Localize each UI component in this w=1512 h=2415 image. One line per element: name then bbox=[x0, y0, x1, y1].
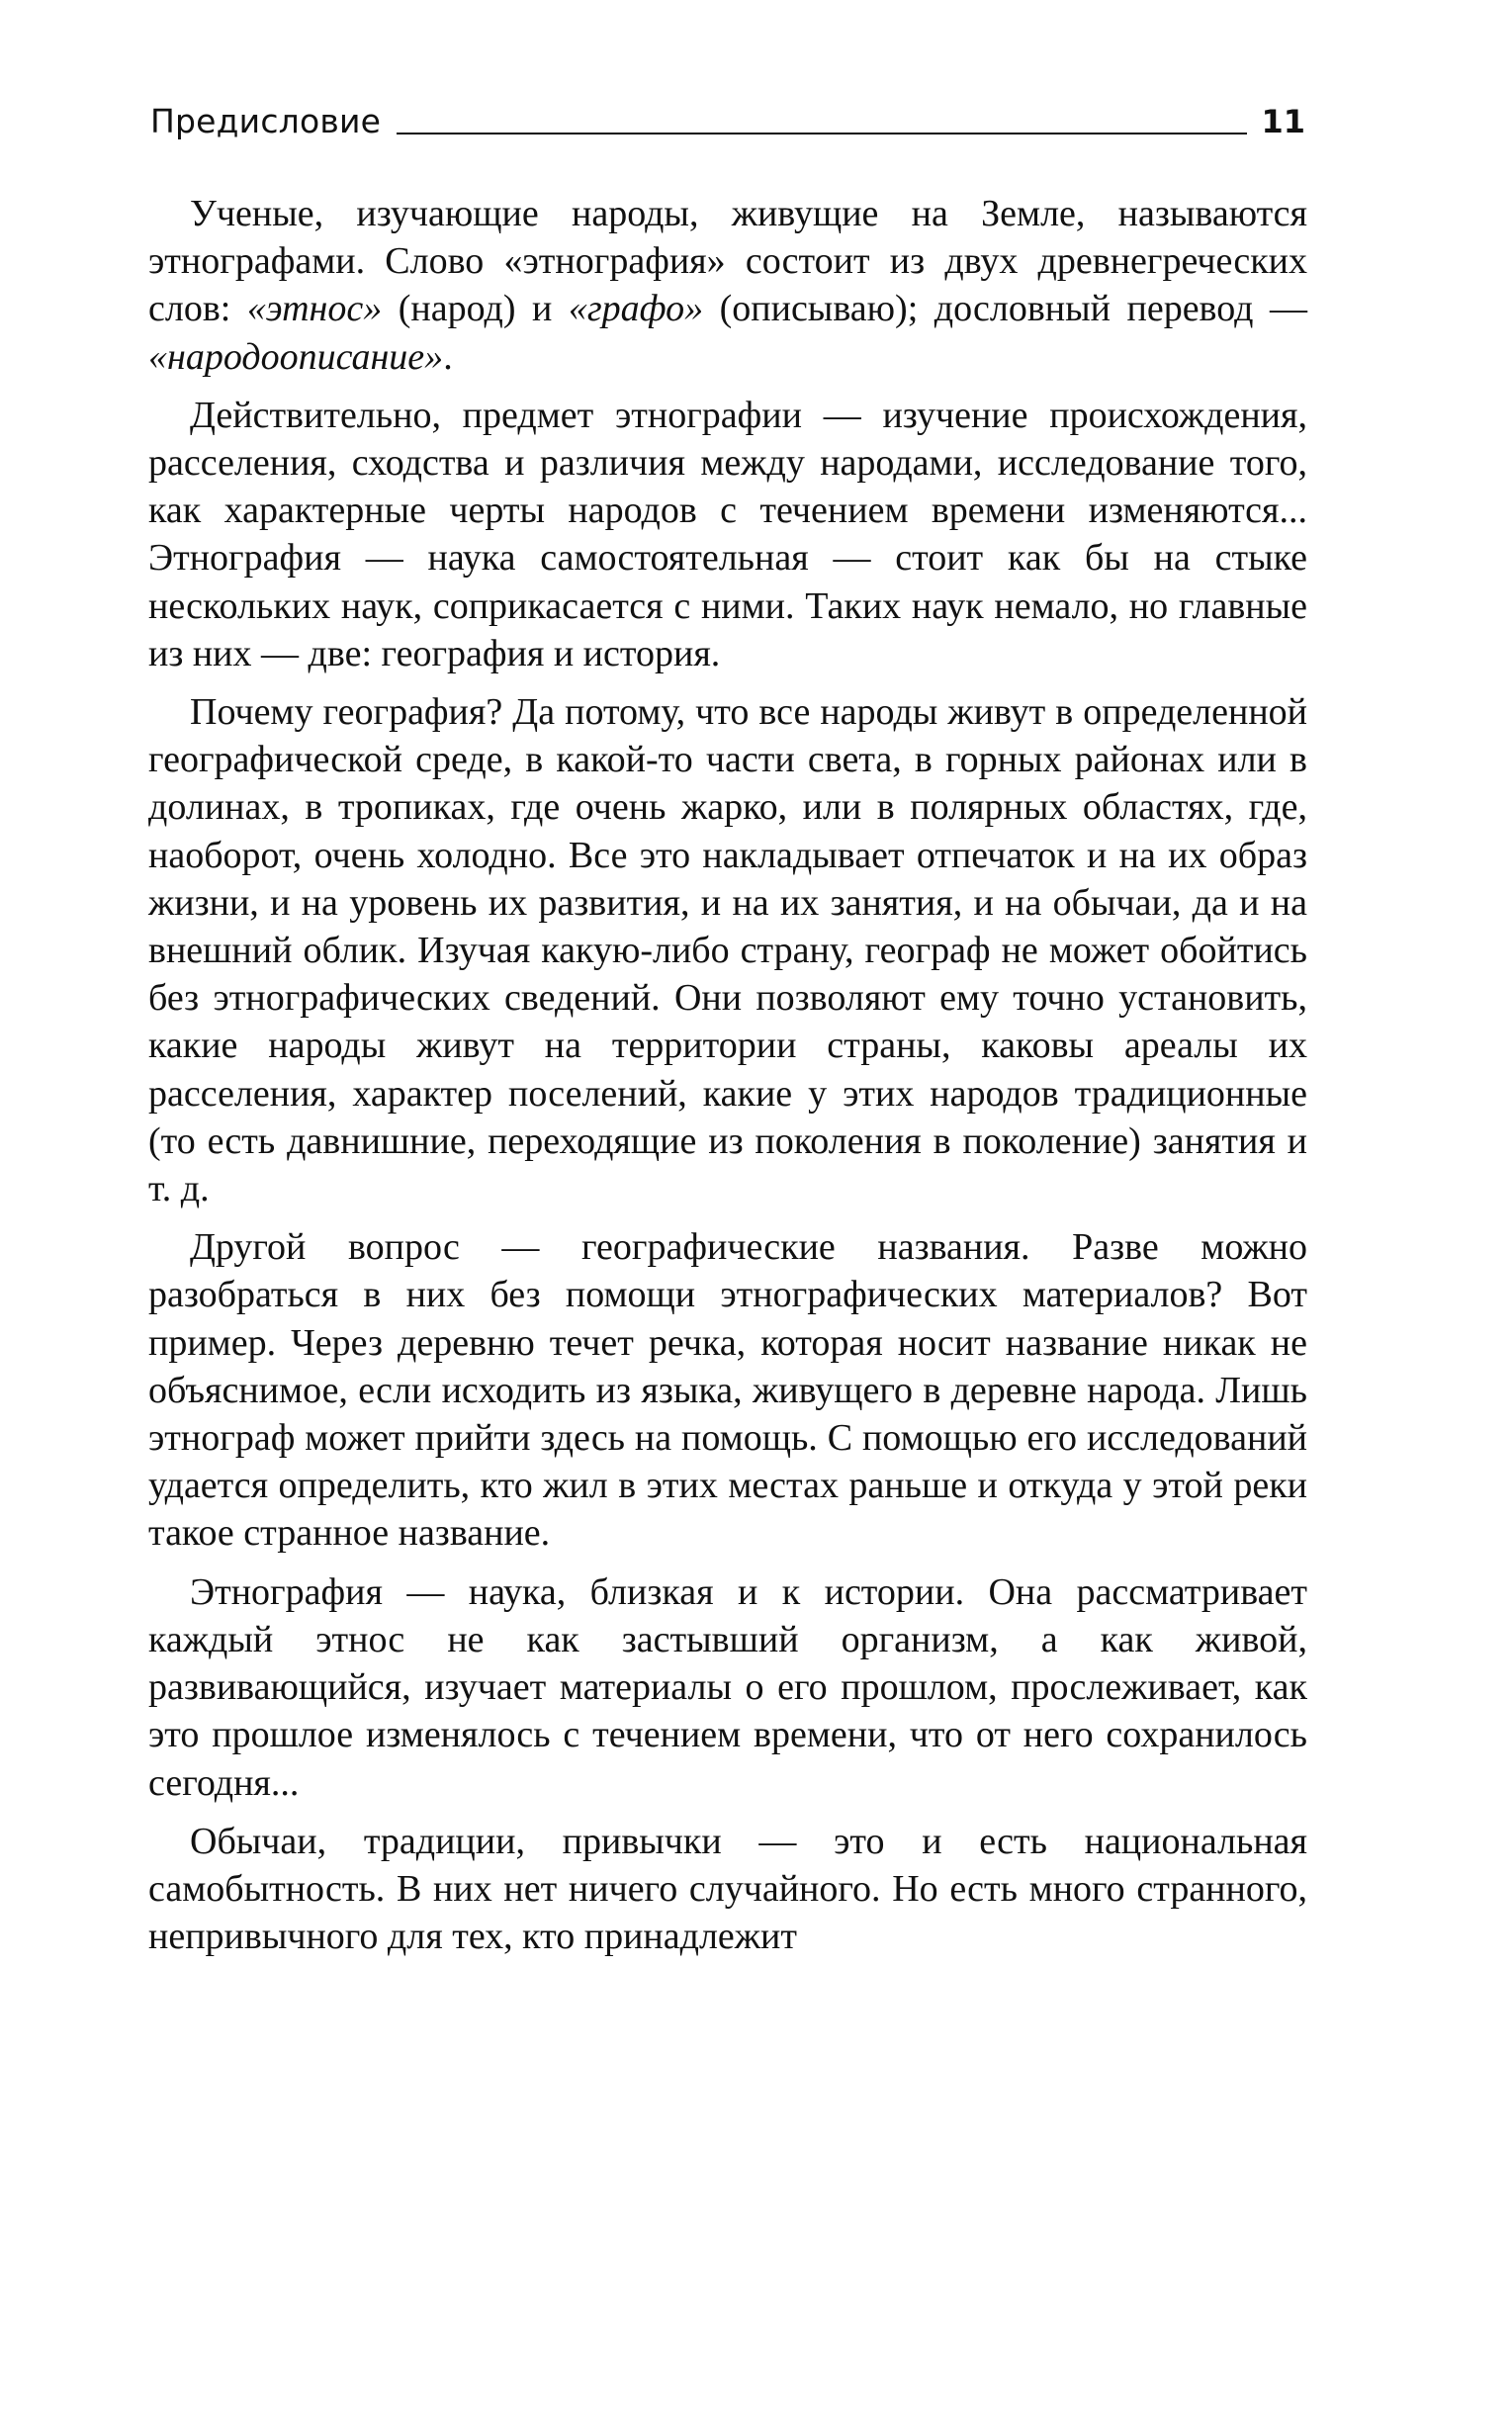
page-number: 11 bbox=[1261, 103, 1305, 140]
running-head bbox=[150, 94, 1305, 141]
paragraph-1-text-a: Ученые, изучающие народы, живущие на Земле, называются этнографами. Слово «этнография» состоит из двух древнегреческих слов: bbox=[148, 193, 1307, 330]
paragraph-6: Обычаи, традиции, привычки — это и есть национальная самобытность. В них нет ничего случайного. Но есть много странного, непривычного для тех, кто принадлежит bbox=[148, 1820, 1307, 1958]
term-grapho: «графо» bbox=[568, 288, 704, 330]
paragraph-5: Этнография — наука, близкая и к истории. Она рассматривает каждый этнос не как застывший организм, а как живой, развивающийся, изучает материалы о его прошлом, прослеживает, как это прошлое изменялось с течением времени, что от него сохранилось сегодня... bbox=[148, 1570, 1307, 1804]
term-ethnos: «этнос» bbox=[246, 288, 383, 330]
paragraph-3: Почему география? Да потому, что все народы живут в определенной географической среде, в какой-то части света, в горных районах или в долинах, в тропиках, где очень жарко, или в полярных областях, где, наоборот, очень холодно. Все это накладывает отпечаток и на их образ жизни, и на уровень их развития, и на их занятия, и на обычаи, да и на внешний облик. Изучая какую-либо страну, географ не может обойтись без этнографических сведений. Они позволяют ему точно установить, какие народы живут на территории страны, каковы ареалы их расселения, характер поселений, какие у этих народов традиционные (то есть давнишние, переходящие из поколения в поколение) занятия и т. д. bbox=[148, 691, 1307, 1210]
paragraph-1-text-e: (описываю); дословный перевод — bbox=[703, 288, 1307, 330]
paragraph-2: Действительно, предмет этнографии — изучение происхождения, расселения, сходства и различия между народами, исследование того, как характерные черты народов с течением времени изменяются... Этнография — наука самостоятельная — стоит как бы на стыке нескольких наук, соприкасается с ними. Таких наук немало, но главные из них — две: география и история. bbox=[148, 394, 1307, 674]
running-title: Предисловие bbox=[150, 102, 382, 140]
body-text bbox=[148, 190, 1307, 1971]
term-narodoopisanie: «народоописание» bbox=[148, 335, 444, 378]
paragraph-1-text-c: (народ) и bbox=[382, 288, 569, 330]
paragraph-4: Другой вопрос — географические названия. Разве можно разобраться в них без помощи этнографических материалов? Вот пример. Через деревню течет речка, которая носит название никак не объяснимое, если исходить из языка, живущего в деревне народа. Лишь этнограф может прийти здесь на помощь. С помощью его исследований удается определить, кто жил в этих местах раньше и откуда у этой реки такое странное название. bbox=[148, 1226, 1307, 1555]
paragraph-1 bbox=[148, 190, 1307, 381]
header-rule bbox=[397, 133, 1247, 134]
paragraph-1-text-g: . bbox=[443, 335, 453, 378]
